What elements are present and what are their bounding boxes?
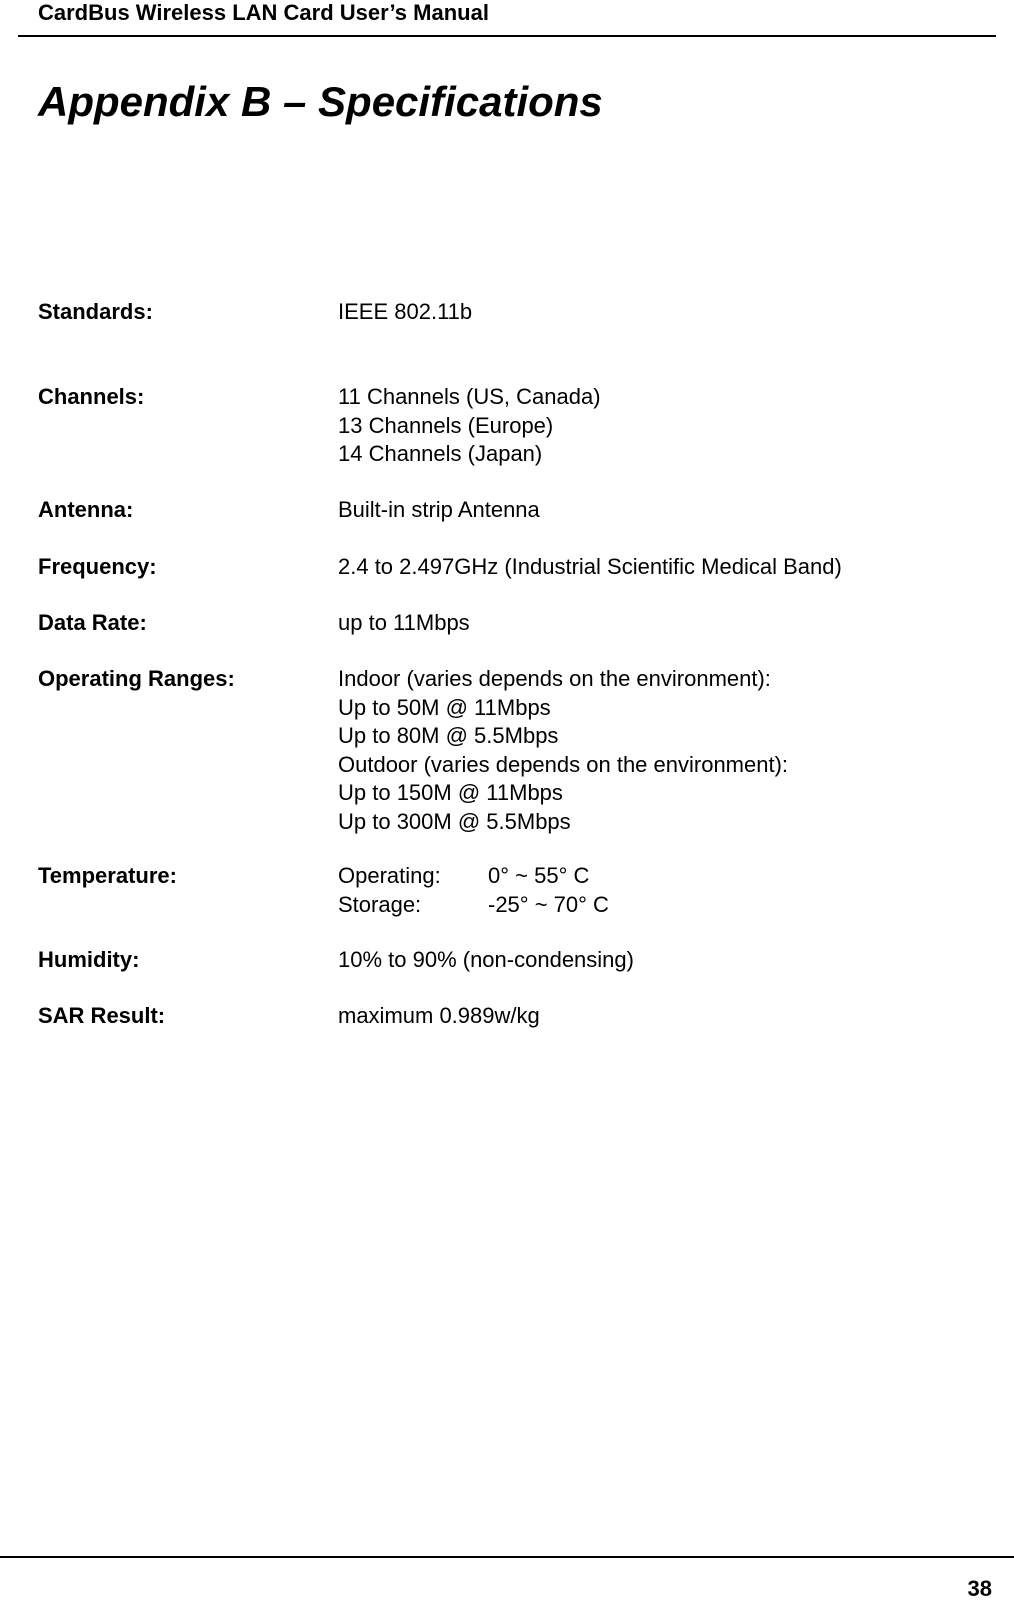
running-header: CardBus Wireless LAN Card User’s Manual xyxy=(38,0,489,25)
spec-label: Standards: xyxy=(38,299,153,324)
spec-value: IEEE 802.11b xyxy=(338,299,473,324)
temperature-range: -25° ~ 70° C xyxy=(488,891,609,917)
page-title: Appendix B – Specifications xyxy=(38,78,603,125)
spec-values xyxy=(338,1002,540,1031)
spec-label: Channels: xyxy=(38,384,145,409)
temperature-kind: Operating: xyxy=(338,863,441,888)
temperature-range: 0° ~ 55° C xyxy=(488,863,590,888)
spec-values xyxy=(338,609,470,638)
spec-value: Indoor (varies depends on the environment): xyxy=(338,666,771,691)
temperature-kind: Storage: xyxy=(338,891,422,917)
spec-label: SAR Result: xyxy=(38,1003,166,1028)
spec-label: Data Rate: xyxy=(38,610,147,635)
spec-values xyxy=(338,298,472,327)
spec-values xyxy=(338,383,601,469)
temperature-row-storage xyxy=(338,891,609,920)
temperature-row-operating xyxy=(338,862,609,891)
spec-value: up to 11Mbps xyxy=(338,610,470,635)
spec-label: Antenna: xyxy=(38,497,134,522)
spec-values xyxy=(338,553,842,582)
spec-label: Operating Ranges: xyxy=(38,666,235,691)
spec-value: 14 Channels (Japan) xyxy=(338,441,543,466)
spec-label: Humidity: xyxy=(38,947,140,972)
spec-value: Up to 50M @ 11Mbps xyxy=(338,694,551,720)
spec-value: Up to 80M @ 5.5Mbps xyxy=(338,723,559,748)
spec-value: 13 Channels (Europe) xyxy=(338,412,554,438)
spec-value: 11 Channels (US, Canada) xyxy=(338,384,601,409)
spec-values xyxy=(338,665,788,836)
spec-label: Frequency: xyxy=(38,554,157,579)
header-rule xyxy=(18,35,996,37)
spec-value: maximum 0.989w/kg xyxy=(338,1003,540,1028)
spec-value: Up to 300M @ 5.5Mbps xyxy=(338,808,571,834)
spec-values xyxy=(338,496,540,525)
spec-values xyxy=(338,862,609,919)
spec-values xyxy=(338,946,634,975)
spec-label: Temperature: xyxy=(38,863,177,888)
spec-value: 10% to 90% (non-condensing) xyxy=(338,947,634,972)
spec-value: 2.4 to 2.497GHz (Industrial Scientific Medical Band) xyxy=(338,554,842,579)
footer-rule xyxy=(0,1556,1014,1558)
spec-value: Up to 150M @ 11Mbps xyxy=(338,780,563,805)
spec-value: Built-in strip Antenna xyxy=(338,497,540,522)
page-number: 38 xyxy=(967,1576,992,1601)
spec-value: Outdoor (varies depends on the environment): xyxy=(338,751,789,777)
